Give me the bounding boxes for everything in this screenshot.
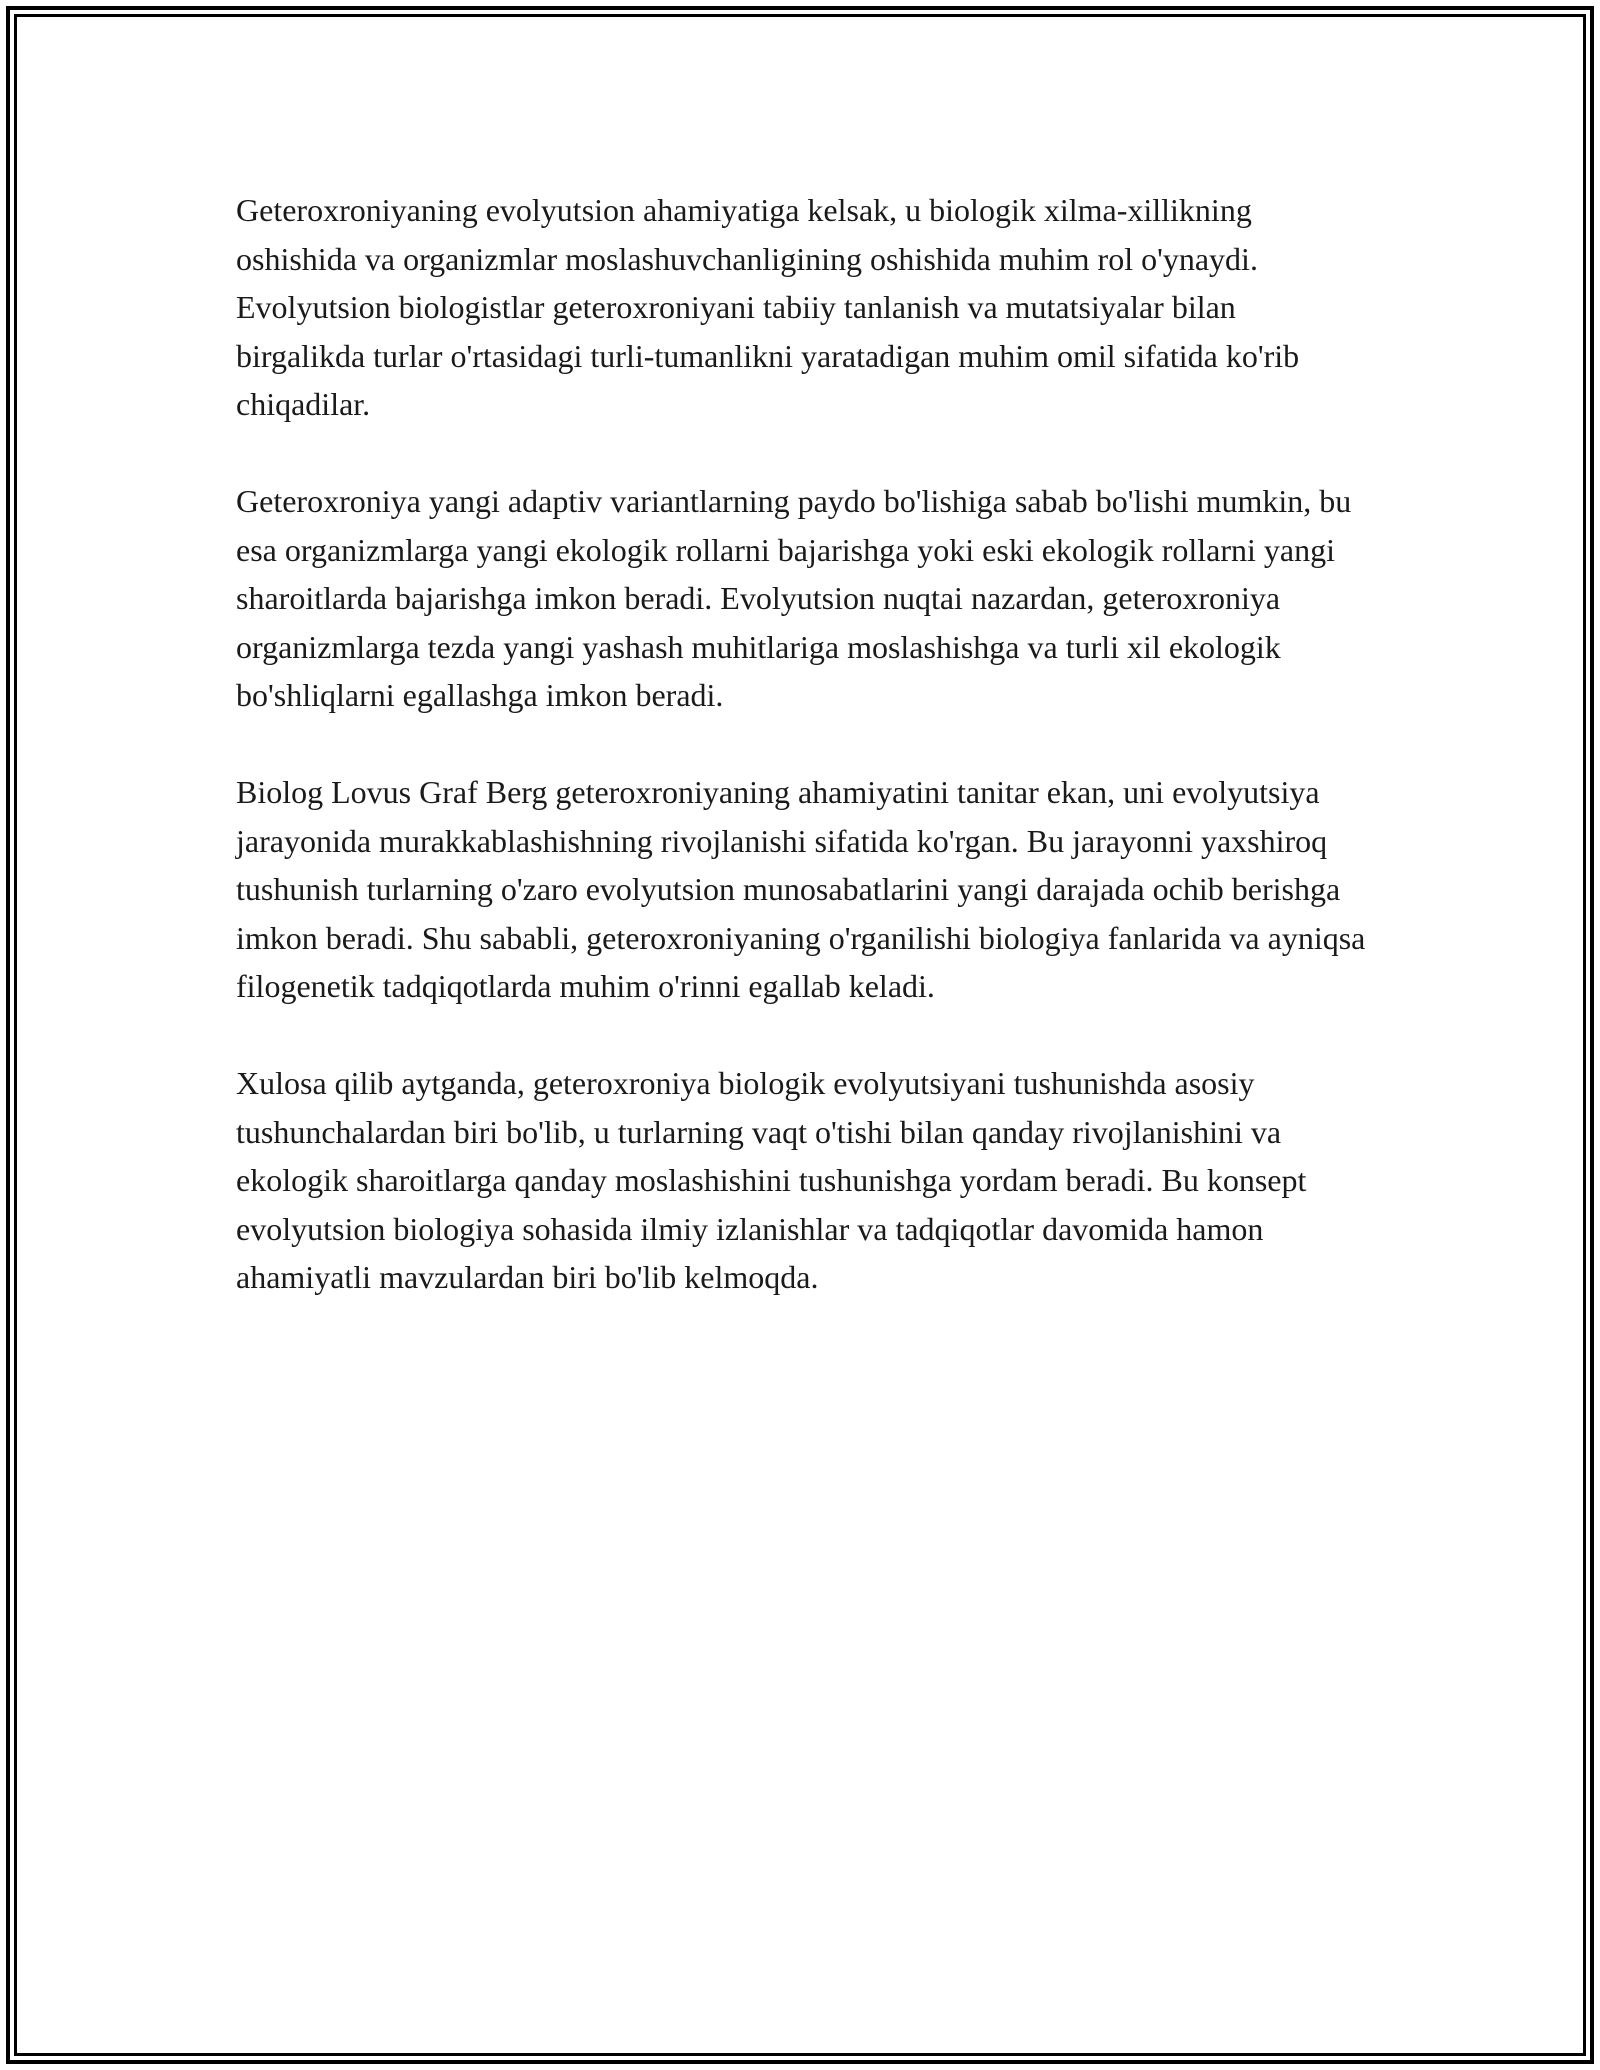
paragraph-1: Geteroxroniyaning evolyutsion ahamiyatiga kelsak, u biologik xilma-xillikning oshishida va organizmlar moslashuvchanligining oshishida muhim rol o'ynaydi. Evolyutsion biologistlar geteroxroniyani tabiiy tanlanish va mutatsiyalar bilan birgalikda turlar o'rtasidagi turli-tumanlikni yaratadigan muhim omil sifatida ko'rib chiqadilar. <box>236 192 1300 422</box>
paragraph-4: Xulosa qilib aytganda, geteroxroniya biologik evolyutsiyani tushunishda asosiy tushunchalardan biri bo'lib, u turlarning vaqt o'tishi bilan qanday rivojlanishini va ekologik sharoitlarga qanday moslashishini tushunishga yordam beradi. Bu konsept evolyutsion biologiya sohasida ilmiy izlanishlar va tadqiqotlar davomida hamon ahamiyatli mavzulardan biri bo'lib kelmoqda. <box>236 1065 1307 1295</box>
paragraph-3: Biolog Lovus Graf Berg geteroxroniyaning ahamiyatini tanitar ekan, uni evolyutsiya jarayonida murakkablashishning rivojlanishi sifatida ko'rgan. Bu jarayonni yaxshiroq tushunish turlarning o'zaro evolyutsion munosabatlarini yangi darajada ochib berishga imkon beradi. Shu sababli, geteroxroniyaning o'rganilishi biologiya fanlarida va ayniqsa filogenetik tadqiqotlarda muhim o'rinni egallab keladi. <box>236 774 1366 1004</box>
document-body <box>236 186 1372 1350</box>
paragraph-2: Geteroxroniya yangi adaptiv variantlarning paydo bo'lishiga sabab bo'lishi mumkin, bu esa organizmlarga yangi ekologik rollarni bajarishga yoki eski ekologik rollarni yangi sharoitlarda bajarishga imkon beradi. Evolyutsion nuqtai nazardan, geteroxroniya organizmlarga tezda yangi yashash muhitlariga moslashishga va turli xil ekologik bo'shliqlarni egallashga imkon beradi. <box>236 483 1352 713</box>
